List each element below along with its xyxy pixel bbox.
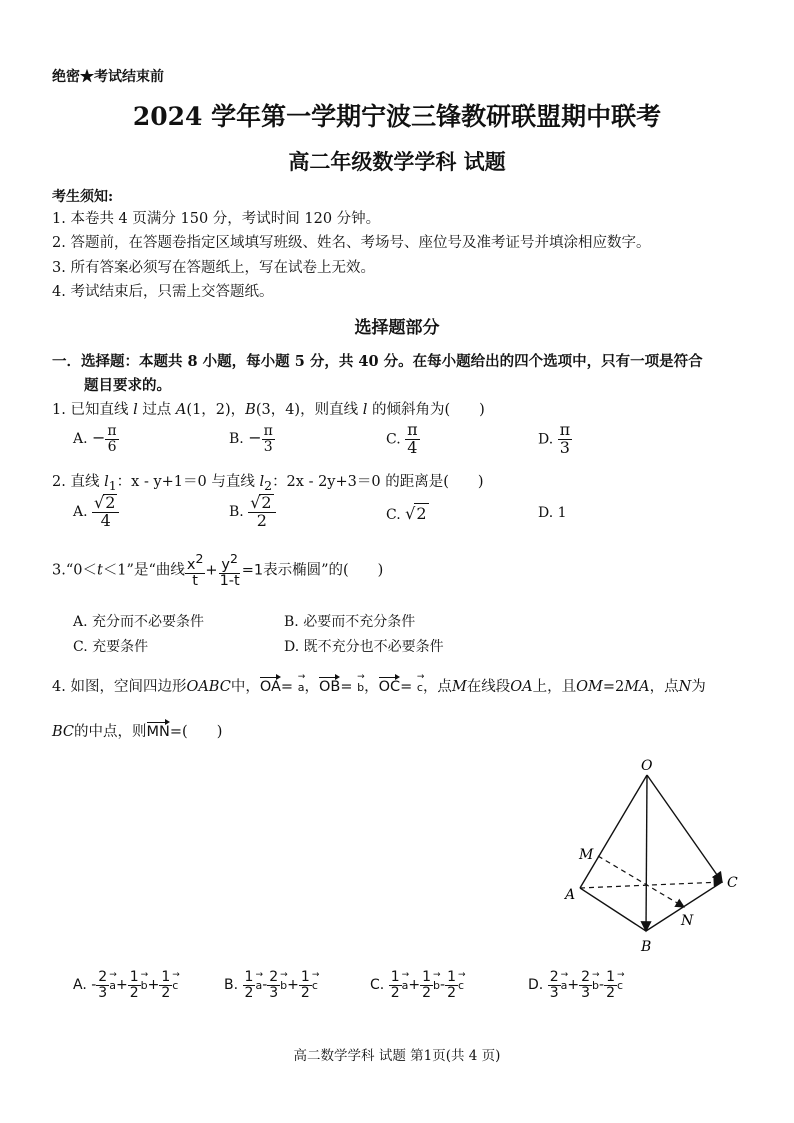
q2-option-c[interactable]: C. √2: [386, 504, 427, 523]
q3-option-c[interactable]: C. 充要条件: [73, 639, 149, 655]
q1-option-d[interactable]: D. $\frac{\pi}{3}$: [538, 420, 571, 457]
edge-ab: [580, 888, 646, 931]
edge-ac-dashed: [580, 882, 722, 888]
notice-heading: 考生须知:: [52, 189, 114, 205]
confidential-label: 绝密★考试结束前: [52, 69, 164, 85]
q3-option-b[interactable]: B. 必要而不充分条件: [284, 614, 416, 630]
question-4-stem: 4. 如图，空间四边形OABC中，OA= a →，OB= b →，OC= c →，点M在线段OA上，且OM=2MA，点N为: [52, 675, 706, 696]
edge-ob: [646, 775, 647, 931]
question-3-stem: 3.“0＜t＜1”是“曲线 $\frac{x^2}{t}$ + $\frac{y^2}{1-t}$ =1表示椭圆”的( ): [52, 551, 384, 590]
q3-option-d[interactable]: D. 既不充分也不必要条件: [284, 639, 444, 655]
q4-option-b[interactable]: B. $\frac{1}{2}$ a →- $\frac{2}{3}$ b →+ $\frac{1}{2}$ c →: [224, 970, 318, 1000]
edge-oc: [647, 775, 722, 882]
label-c: C: [727, 875, 738, 891]
question-4-stem-cont: BC的中点，则MN=( ): [52, 724, 223, 740]
section-title: 选择题部分: [354, 318, 440, 338]
edge-oa: [580, 775, 647, 888]
label-n: N: [681, 913, 694, 929]
part-instructions: 一．选择题：本题共 8 小题，每小题 5 分，共 40 分。在每小题给出的四个选项中，只有一项是符合: [52, 353, 703, 370]
exam-title: 2024 学年第一学期宁波三锋教研联盟期中联考: [132, 102, 662, 131]
question-1-stem: 1. 已知直线 l 过点 A(1，2)，B(3，4)，则直线 l 的倾斜角为( ): [52, 402, 485, 418]
q4-option-d[interactable]: D. $\frac{2}{3}$ a →+ $\frac{2}{3}$ b →- $\frac{1}{2}$ c →: [528, 970, 623, 1000]
label-b: B: [641, 939, 652, 955]
notice-item: 1. 本卷共 4 页满分 150 分，考试时间 120 分钟。: [52, 211, 381, 227]
label-a: A: [565, 887, 576, 903]
q2-option-b[interactable]: B. $\frac{√2}{2}$: [229, 494, 276, 530]
q2-option-d[interactable]: D. 1: [538, 505, 567, 521]
q4-option-c[interactable]: C. $\frac{1}{2}$ a →+ $\frac{1}{2}$ b →- $\frac{1}{2}$ c →: [370, 970, 464, 1000]
notice-item: 2. 答题前，在答题卷指定区域填写班级、姓名、考场号、座位号及准考证号并填涂相应数字。: [52, 235, 651, 251]
q1-option-c[interactable]: C. $\frac{\pi}{4}$: [386, 420, 418, 457]
exam-subtitle: 高二年级数学学科 试题: [288, 149, 506, 174]
page-footer: 高二数学学科 试题 第1页(共 4 页): [293, 1048, 501, 1064]
label-o: O: [641, 758, 653, 774]
q2-option-a[interactable]: A. $\frac{√2}{4}$: [73, 494, 119, 530]
segment-mn-dashed: [598, 856, 684, 907]
q1-option-b[interactable]: B. − $\frac{\pi}{3}$: [229, 423, 273, 455]
notice-item: 4. 考试结束后，只需上交答题纸。: [52, 284, 274, 300]
notice-item: 3. 所有答案必须写在答题纸上，写在试卷上无效。: [52, 260, 375, 276]
question-2-stem: 2. 直线 $l_1$：x - y+1＝0 与直线 $l_2$：2x - 2y+3＝0 的距离是( ): [52, 474, 484, 493]
tetrahedron-figure: [555, 755, 755, 960]
part-instructions-cont: 题目要求的。: [84, 377, 171, 394]
q4-option-a[interactable]: A. - $\frac{2}{3}$ a →+ $\frac{1}{2}$ b →+ $\frac{1}{2}$ c →: [73, 970, 178, 1000]
q3-option-a[interactable]: A. 充分而不必要条件: [73, 614, 205, 630]
label-m: M: [579, 847, 594, 863]
q1-option-a[interactable]: A. − $\frac{\pi}{6}$: [73, 423, 117, 455]
